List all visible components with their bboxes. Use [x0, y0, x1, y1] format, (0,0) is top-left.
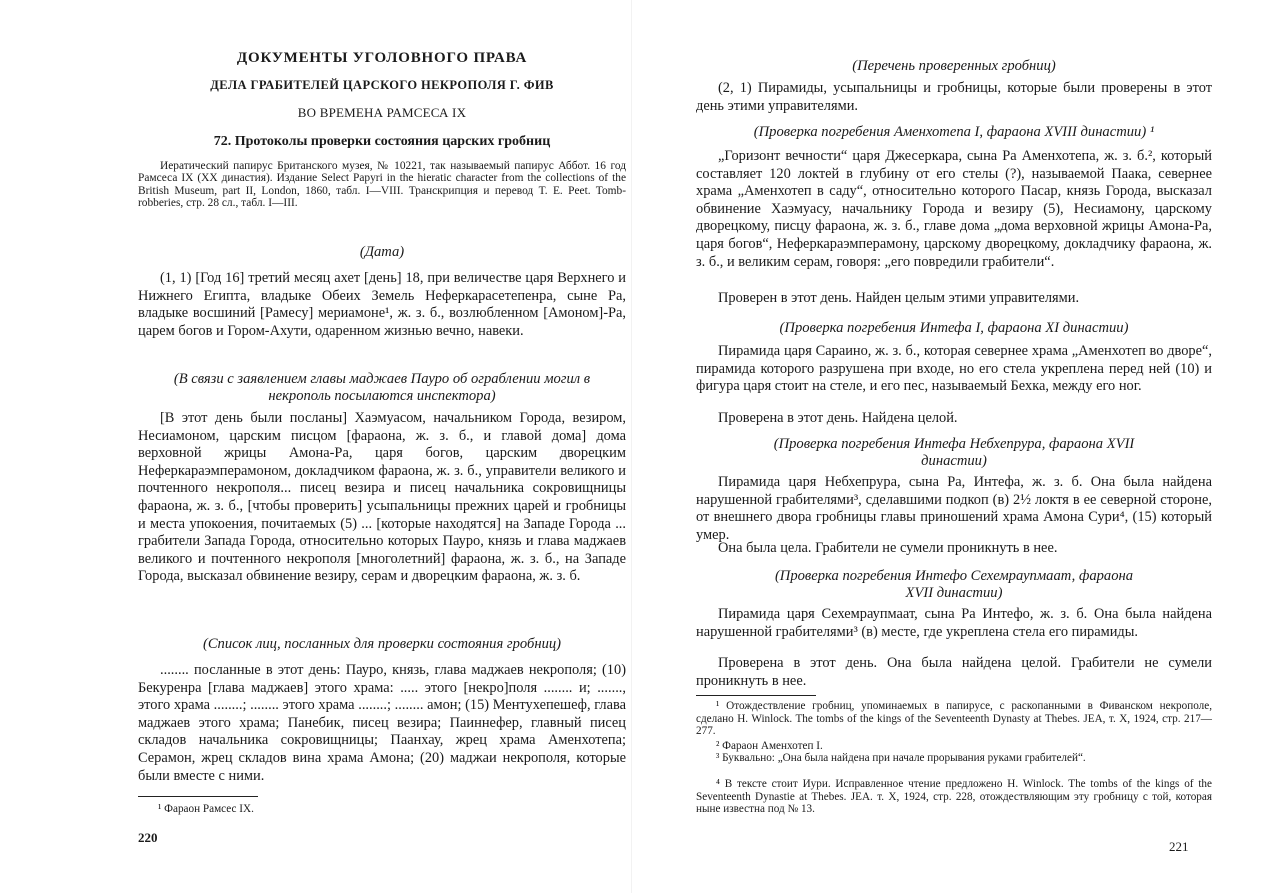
page-number: 221: [1169, 839, 1189, 854]
paragraph-nebkheperra-result: Она была цела. Грабители не сумели проникнуть в нее.: [718, 540, 1058, 556]
paragraph-inspector: [В этот день были посланы] Хаэмуасом, начальником Города, везиром, Несиамоном, царским писцом [фараона, ж. з. б., и главой дома] дома верховной жрицы Амона-Ра, царя богов, царским дворецким Неферкараэмперамоном, докладчиком фараона, ж. з. б., управители великого и почтенного некрополя... писец везира и писец начальника сокровищницы фараона, ж. з. б., [чтобы проверить] усыпальницы прежних царей и гробницы и места упокоения, почитаемых (5) ... [которые находятся] на Западе Города ... грабители Запада Города, относительно которых Пауро, князь и глава маджаев великого и почтенного некрополя [многолетний] фараона, ж. з. б., на Западе Города, высказал обвинение везиру, серам и дворецким фараона, ж. з. б.: [138, 410, 626, 585]
paragraph-list: ........ посланные в этот день: Пауро, князь, глава маджаев некрополя; (10) Бекуренра [глава маджаев] этого храма: ..... этого [некро]поля ........ и; ......., этого храма ........; ........ этого храма ........; ........ амон; (15) Ментухепешеф, глава маджаев этого храма; Панебик, писец везира; Паиннефер, главный писец складов начальника сокровищницы; Паанхау, жрец храма Аменхотепа; Серамон, жрец складов вина храма Амона; (20) маджаи некрополя, которые были вместе с ними.: [138, 662, 626, 784]
heading-tomb-list: (Перечень проверенных гробниц): [852, 58, 1056, 74]
paragraph-date: (1, 1) [Год 16] третий месяц ахет [день] 18, при величестве царя Верхнего и Нижнего Египта, владыке Обеих Земель Неферкарасетепенра, сыне Ра, владыке восшиний [Рамесу] мериамоне¹, ж. з. б., возлюбленном [Амоном]-Ра, царем богов и Гором-Ахути, одаренном жизнью вечно, навеки.: [138, 270, 626, 339]
heading-amenhotep: (Проверка погребения Аменхотепа I, фараона XVIII династии) ¹: [753, 124, 1155, 140]
page-number: 220: [138, 830, 158, 845]
heading-sekhemra: (Проверка погребения Интефо Сехемраупмаат, фараона XVII династии): [774, 568, 1134, 601]
footnote-1: ¹ Фараон Рамсес IX.: [158, 803, 254, 815]
paragraph-nebkheperra: Пирамида царя Небхепрура, сына Ра, Интефа, ж. з. б. Она была найдена нарушенной грабителями³, сделавшими подкоп (в) 2½ локтя в ее северной стороне, от внешнего двора гробницы главы приношений храма Амона Сури⁴, (15) который умер.: [696, 474, 1212, 543]
heading-intef-1: (Проверка погребения Интефа I, фараона XI династии): [779, 320, 1129, 336]
document-period: ВО ВРЕМЕНА РАМСЕСА IX: [297, 105, 467, 120]
paragraph-amenhotep-result: Проверен в этот день. Найден целым этими управителями.: [718, 290, 1080, 306]
footnote-3: ³ Буквально: „Она была найдена при начале прорывания руками грабителей“.: [716, 752, 1086, 764]
paragraph-amenhotep: „Горизонт вечности“ царя Джесеркара, сына Ра Аменхотепа, ж. з. б.², который составляет 120 локтей в глубину от его стелы (?), называемой Паака, севернее храма „Аменхотеп в саду“, относительно которого Пасар, князь Города, высказал обвинение Хаэмуасу, начальнику Города и везиру (5), Несиамону, царскому дворецкому, писцу фараона, ж. з. б., главе дома „дома верховной жрицы Амона-Ра, царя богов“, Неферкараэмперамону, царскому дворецкому, докладчику фараона, ж. з. б., и великим серам, говоря: „его повредили грабители“.: [696, 148, 1212, 270]
paragraph-tomb-list: (2, 1) Пирамиды, усыпальницы и гробницы, которые были проверены в этот день этими управителями.: [696, 80, 1212, 114]
paragraph-intef-1: Пирамида царя Сараино, ж. з. б., которая севернее храма „Аменхотеп во дворе“, пирамида которого разрушена при входе, но его стела укреплена перед ней (10) и фигура царя стоит на стеле, и его пес, называемый Бехка, между его ног.: [696, 343, 1212, 395]
footnote-2: ² Фараон Аменхотеп I.: [716, 740, 823, 752]
paragraph-sekhemra: Пирамида царя Сехемраупмаат, сына Ра Интефо, ж. з. б. Она была найдена нарушенной грабителями³ (в) месте, где укреплена стела его пирамиды.: [696, 606, 1212, 640]
paragraph-intef-1-result: Проверена в этот день. Найдена целой.: [718, 410, 958, 426]
document-title: ДОКУМЕНТЫ УГОЛОВНОГО ПРАВА: [236, 50, 528, 66]
heading-nebkheperra: (Проверка погребения Интефа Небхепрура, фараона XVII династии): [773, 436, 1135, 469]
heading-date: (Дата): [359, 244, 405, 260]
footnote-1: ¹ Отождествление гробниц, упоминаемых в папирусе, с раскопанными в Фиванском некрополе, сделано H. Winlock. The tombs of the kings of the Seventeenth Dynasty at Thebes. JEA, т. X, 1924, стр. 217—277.: [696, 700, 1212, 738]
heading-inspector: (В связи с заявлением главы маджаев Пауро об ограблении могил в некрополь посылаются инспектора): [173, 371, 591, 404]
document-subtitle: ДЕЛА ГРАБИТЕЛЕЙ ЦАРСКОГО НЕКРОПОЛЯ Г. ФИВ: [210, 78, 554, 92]
right-page: [632, 0, 1263, 893]
footnote-rule: [696, 695, 816, 696]
paragraph-sekhemra-result: Проверена в этот день. Она была найдена целой. Грабители не сумели проникнуть в нее.: [696, 655, 1212, 689]
source-note: Иератический папирус Британского музея, № 10221, так называемый папирус Аббот. 16 год Рамсеса IX (XX династия). Издание Select Papyri in the hieratic character from the collections of the British Museum, part II, London, 1860, табл. I—VIII. Транскрипция и перевод T. E. Peet. Tomb-robberies, стр. 28 сл., табл. I—III.: [138, 160, 626, 210]
section-title: 72. Протоколы проверки состояния царских гробниц: [213, 134, 551, 149]
heading-list: (Список лиц, посланных для проверки состояния гробниц): [202, 636, 562, 652]
footnote-rule: [138, 796, 258, 797]
footnote-4: ⁴ В тексте стоит Иури. Исправленное чтение предложено H. Winlock. The tombs of the kings of the Seventeenth Dynastie at Thebes. JEA. т. X, 1924, стр. 228, отождествляющим эту гробницу с той, которая ныне известна под № 13.: [696, 778, 1212, 816]
